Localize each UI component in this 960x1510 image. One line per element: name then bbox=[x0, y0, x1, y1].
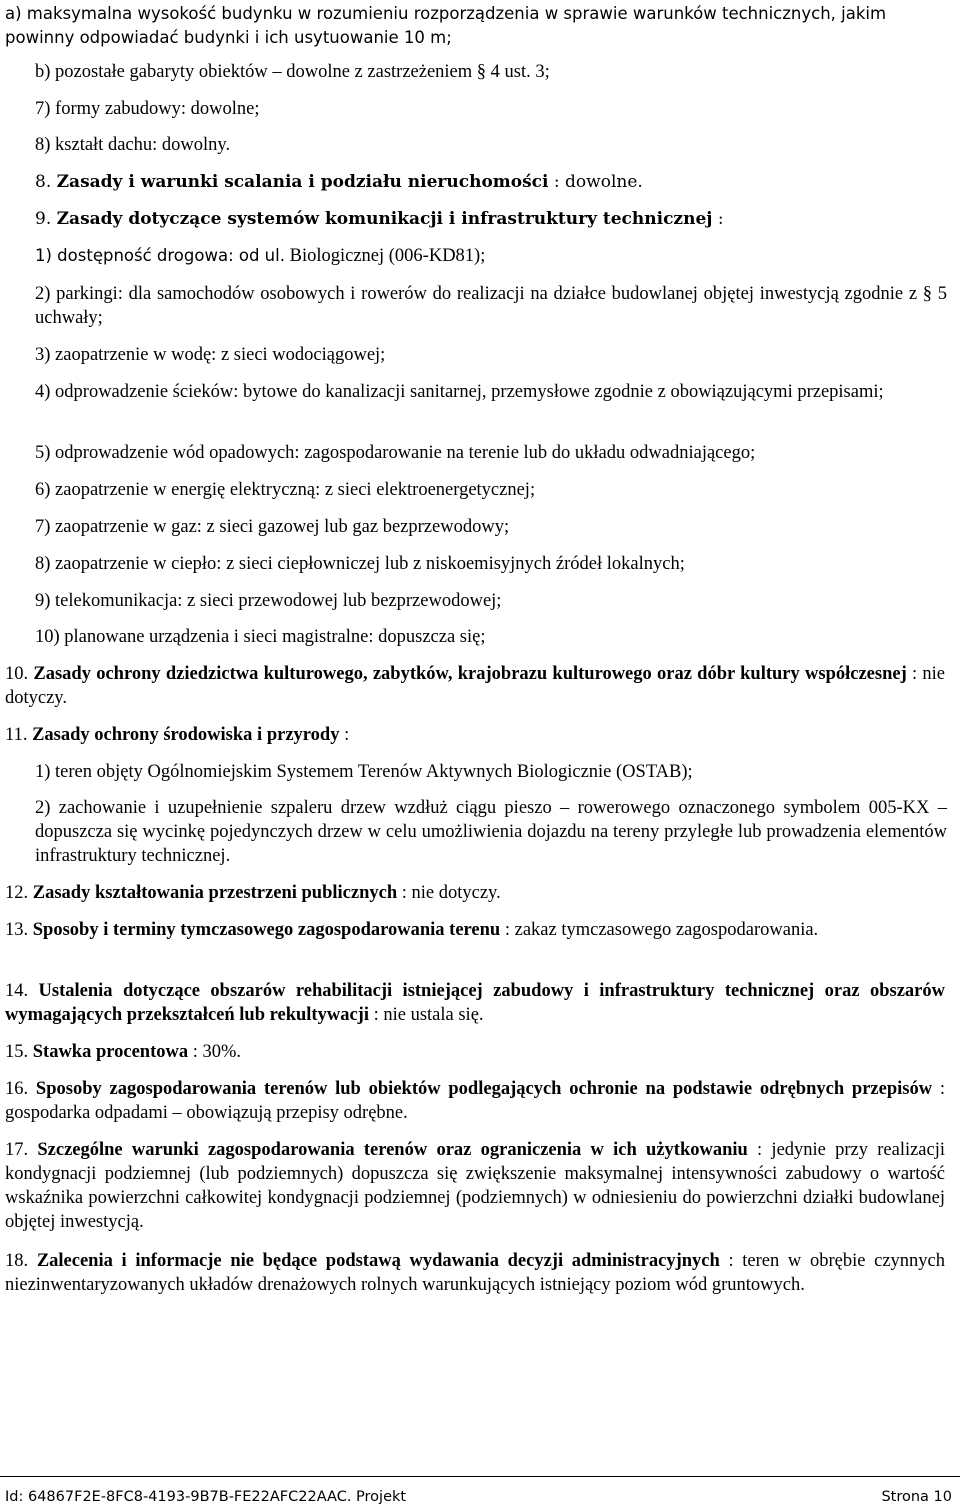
section-18 bbox=[5, 1249, 945, 1297]
section-14 bbox=[5, 979, 945, 1027]
section-14-value: : nie ustala się. bbox=[368, 1005, 484, 1025]
section-17-number: 17. bbox=[5, 1140, 29, 1160]
section-9-item-5: 5) odprowadzenie wód opadowych: zagospodarowanie na terenie lub do układu odwadniającego; bbox=[35, 443, 756, 463]
section-12-value: : nie dotyczy. bbox=[397, 883, 501, 903]
section-11-title: Zasady ochrony środowiska i przyrody bbox=[32, 725, 340, 745]
section-9-number: 9. bbox=[35, 209, 52, 229]
section-10-title: Zasady ochrony dziedzictwa kulturowego, zabytków, krajobrazu kulturowego oraz dóbr kultury współczesnej bbox=[33, 664, 907, 684]
section-9-item-9: 9) telekomunikacja: z sieci przewodowej lub bezprzewodowej; bbox=[35, 591, 502, 611]
section-9-title: Zasady dotyczące systemów komunikacji i infrastruktury technicznej bbox=[56, 209, 713, 229]
item-8-roof: 8) kształt dachu: dowolny. bbox=[35, 135, 231, 155]
section-11 bbox=[5, 723, 945, 747]
item-7-forms: 7) formy zabudowy: dowolne; bbox=[35, 99, 260, 119]
section-13-title: Sposoby i terminy tymczasowego zagospodarowania terenu bbox=[32, 920, 501, 940]
section-15 bbox=[5, 1040, 945, 1064]
section-12 bbox=[5, 881, 945, 905]
section-18-value: : teren w obrębie czynnych niezinwentaryzowanych układów drenażowych rolnych warunkujących istniejący poziom wód gruntowych. bbox=[5, 1251, 945, 1295]
section-9-item-1 bbox=[35, 244, 947, 268]
section-9-item-3: 3) zaopatrzenie w wodę: z sieci wodociągowej; bbox=[35, 345, 386, 365]
section-13-value: : zakaz tymczasowego zagospodarowania. bbox=[500, 920, 819, 940]
section-9 bbox=[35, 207, 947, 231]
section-10 bbox=[5, 662, 945, 710]
section-17-title: Szczególne warunki zagospodarowania terenów oraz ograniczenia w ich użytkowaniu bbox=[37, 1140, 748, 1160]
section-8-number: 8. bbox=[35, 172, 52, 192]
section-11-item-1: 1) teren objęty Ogólnomiejskim Systemem Terenów Aktywnych Biologicznie (OSTAB); bbox=[35, 762, 693, 782]
section-16-number: 16. bbox=[5, 1079, 29, 1099]
section-10-value: : nie dotyczy. bbox=[5, 664, 945, 708]
section-15-number: 15. bbox=[5, 1042, 29, 1062]
section-12-title: Zasady kształtowania przestrzeni publicznych bbox=[32, 883, 398, 903]
section-12-number: 12. bbox=[5, 883, 29, 903]
section-11-item-2: 2) zachowanie i uzupełnienie szpaleru drzew wzdłuż ciągu pieszo – rowerowego oznaczonego symbolem 005-KX – dopuszcza się wycinkę pojedynczych drzew w celu umożliwienia dojazdu na tereny przyległe lub prowadzenia elementów infrastruktury technicznej. bbox=[35, 798, 947, 866]
section-17-value: : jedynie przy realizacji kondygnacji podziemnej (lub podziemnych) dopuszcza się zwiększenie maksymalnej intensywności zabudowy o wartość wskaźnika powierzchni całkowitej kondygnacji podziemnej (podziemnych) w odniesieniu do powierzchni działki budowlanej objętej inwestycją. bbox=[5, 1140, 946, 1232]
section-13-number: 13. bbox=[5, 920, 29, 940]
section-9-value: : bbox=[712, 209, 724, 229]
section-9-item-4: 4) odprowadzenie ścieków: bytowe do kanalizacji sanitarnej, przemysłowe zgodnie z obowiązującymi przepisami; bbox=[35, 382, 884, 402]
section-9-item-1-label: 1) dostępność drogowa: od ul. bbox=[35, 246, 285, 265]
section-9-item-8: 8) zaopatrzenie w ciepło: z sieci ciepłowniczej lub z niskoemisyjnych źródeł lokalnych; bbox=[35, 554, 685, 574]
section-10-number: 10. bbox=[5, 664, 29, 684]
section-11-value: : bbox=[339, 725, 350, 745]
section-16-value: : gospodarka odpadami – obowiązują przepisy odrębne. bbox=[5, 1079, 946, 1123]
section-18-number: 18. bbox=[5, 1251, 29, 1271]
section-16-title: Sposoby zagospodarowania terenów lub obiektów podlegających ochronie na podstawie odrębnych przepisów bbox=[35, 1079, 933, 1099]
section-15-title: Stawka procentowa bbox=[32, 1042, 189, 1062]
section-8 bbox=[35, 170, 947, 194]
section-17 bbox=[5, 1138, 945, 1234]
section-9-item-6: 6) zaopatrzenie w energię elektryczną: z sieci elektroenergetycznej; bbox=[35, 480, 536, 500]
section-13 bbox=[5, 918, 945, 942]
footer-divider bbox=[0, 1476, 960, 1477]
section-14-title: Ustalenia dotyczące obszarów rehabilitacji istniejącej zabudowy i infrastruktury technicznej oraz obszarów wymagających przekształceń lub rekultywacji bbox=[5, 981, 945, 1025]
item-a-height: a) maksymalna wysokość budynku w rozumieniu rozporządzenia w sprawie warunków technicznych, jakim powinny odpowiadać budynki i ich usytuowanie 10 m; bbox=[5, 4, 887, 47]
section-9-item-2: 2) parkingi: dla samochodów osobowych i rowerów do realizacji na działce budowlanej objętej inwestycją zgodnie z § 5 uchwały; bbox=[35, 284, 947, 328]
section-8-value: : dowolne. bbox=[548, 172, 643, 192]
section-18-title: Zalecenia i informacje nie będące podstawą wydawania decyzji administracyjnych bbox=[36, 1251, 720, 1271]
section-11-number: 11. bbox=[5, 725, 28, 745]
section-16 bbox=[5, 1077, 945, 1125]
footer-document-id: Id: 64867F2E-8FC8-4193-9B7B-FE22AFC22AAC. Projekt bbox=[5, 1489, 407, 1505]
section-9-item-1-value: Biologicznej (006-KD81); bbox=[284, 246, 486, 266]
section-14-number: 14. bbox=[5, 981, 29, 1001]
footer-page-number: Strona 10 bbox=[881, 1489, 952, 1505]
section-9-item-10: 10) planowane urządzenia i sieci magistralne: dopuszcza się; bbox=[35, 627, 486, 647]
section-9-item-7: 7) zaopatrzenie w gaz: z sieci gazowej lub gaz bezprzewodowy; bbox=[35, 517, 510, 537]
section-8-title: Zasady i warunki scalania i podziału nieruchomości bbox=[56, 172, 549, 192]
section-15-value: : 30%. bbox=[188, 1042, 242, 1062]
item-b-dims: b) pozostałe gabaryty obiektów – dowolne z zastrzeżeniem § 4 ust. 3; bbox=[35, 62, 550, 82]
